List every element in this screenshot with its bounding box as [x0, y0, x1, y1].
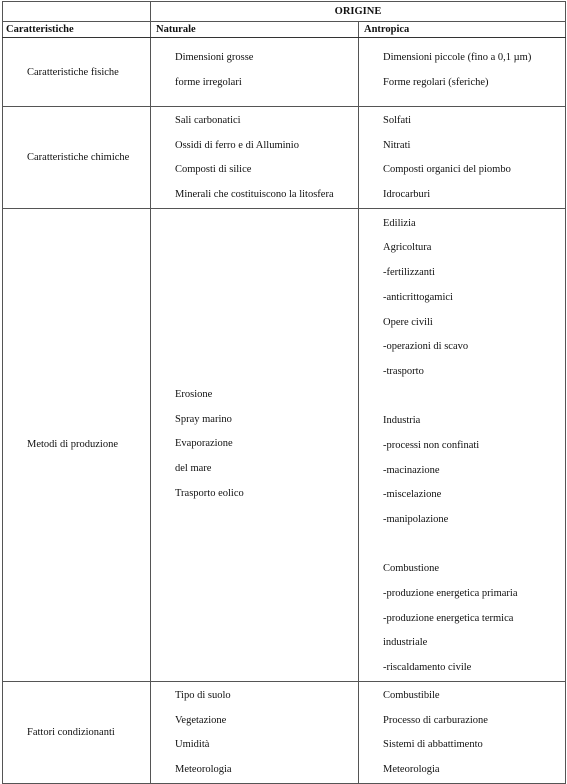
- header-antropica: Antropica: [359, 22, 566, 38]
- list-item: Sali carbonatici: [175, 115, 241, 126]
- list-item: Tipo di suolo: [175, 689, 231, 701]
- list-item: -miscelazione: [383, 489, 442, 501]
- list-item: Ossidi di ferro e di Alluminio: [175, 139, 299, 151]
- list-item: forme irregolari: [175, 76, 242, 88]
- list-item: Idrocarburi: [383, 189, 431, 201]
- list-item: Vegetazione: [175, 714, 227, 726]
- table-row: [3, 208, 566, 681]
- list-item: Meteorologia: [175, 763, 232, 775]
- list-item: del mare: [175, 463, 212, 475]
- list-item: Dimensioni piccole (fino a 0,1 µm): [383, 52, 532, 63]
- list-item: Spray marino: [175, 413, 232, 425]
- origine-header: ORIGINE: [151, 2, 566, 22]
- table-super-header: [3, 2, 566, 22]
- antropica-cell: [359, 208, 566, 681]
- list-item: Meteorologia: [383, 763, 440, 775]
- naturale-cell: [151, 681, 359, 783]
- list-item: Sistemi di abbattimento: [383, 739, 483, 751]
- list-item: Processo di carburazione: [383, 714, 488, 726]
- list-item: [383, 385, 565, 410]
- list-item: -operazioni di scavo: [383, 341, 469, 353]
- list-item: -processi non confinati: [383, 439, 480, 451]
- list-item: -macinazione: [383, 464, 440, 476]
- list-item: Composti di silice: [175, 164, 252, 176]
- list-item: -produzione energetica termica: [383, 612, 514, 624]
- header-caratteristiche: Caratteristiche: [3, 22, 151, 38]
- empty-corner-cell: [3, 2, 151, 22]
- list-item: Combustibile: [383, 689, 440, 701]
- list-item: [383, 533, 565, 558]
- list-item: -produzione energetica primaria: [383, 588, 518, 600]
- list-item: Dimensioni grosse: [175, 52, 254, 63]
- list-item: -riscaldamento civile: [383, 662, 472, 674]
- list-item: -fertilizzanti: [383, 267, 435, 279]
- list-item: industriale: [383, 637, 428, 649]
- list-item: Industria: [383, 415, 421, 427]
- antropica-cell: [359, 107, 566, 209]
- list-item: -manipolazione: [383, 514, 449, 525]
- list-item: Solfati: [383, 115, 411, 126]
- list-item: Umidità: [175, 739, 210, 751]
- table-row: [3, 681, 566, 783]
- naturale-cell: [151, 38, 359, 107]
- list-item: Trasporto eolico: [175, 487, 244, 499]
- header-naturale: Naturale: [151, 22, 359, 38]
- antropica-cell: [359, 38, 566, 107]
- naturale-cell: [151, 208, 359, 681]
- list-item: Composti organici del piombo: [383, 164, 511, 176]
- list-item: Evaporazione: [175, 438, 233, 450]
- list-item: Forme regolari (sferiche): [383, 76, 489, 88]
- category-cell: Fattori condizionanti: [3, 681, 151, 783]
- list-item: Agricoltura: [383, 242, 432, 254]
- list-item: -trasporto: [383, 365, 424, 377]
- list-item: -anticrittogamici: [383, 291, 453, 303]
- naturale-cell: [151, 107, 359, 209]
- origin-table: [2, 1, 566, 784]
- list-item: Edilizia: [383, 217, 416, 229]
- list-item: Erosione: [175, 389, 213, 401]
- list-item: Minerali che costituiscono la litosfera: [175, 189, 334, 201]
- category-cell: Caratteristiche fisiche: [3, 38, 151, 107]
- table-row: [3, 38, 566, 107]
- list-item: Nitrati: [383, 139, 411, 151]
- table-row: [3, 107, 566, 209]
- antropica-cell: [359, 681, 566, 783]
- list-item: Opere civili: [383, 316, 433, 328]
- table-header-row: [3, 22, 566, 38]
- category-cell: Caratteristiche chimiche: [3, 107, 151, 209]
- category-cell: Metodi di produzione: [3, 208, 151, 681]
- list-item: Combustione: [383, 563, 440, 575]
